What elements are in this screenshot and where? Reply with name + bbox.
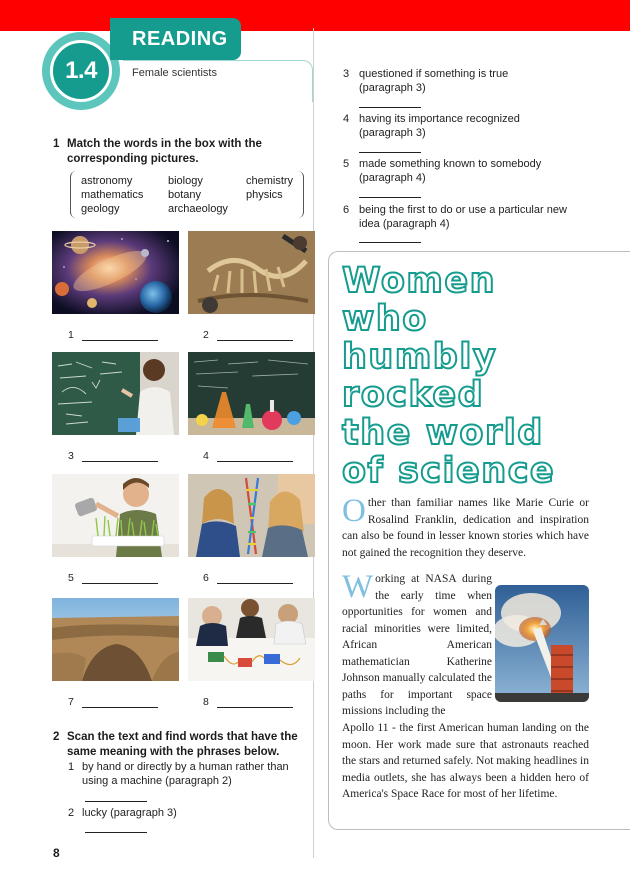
- picture-4-answer: 4: [203, 450, 293, 462]
- headline-line: who: [342, 299, 428, 339]
- picture-5-sprouts: [52, 474, 179, 557]
- answer-blank[interactable]: [82, 573, 158, 584]
- article-paragraph-2-start: Working at NASA during the early time when opportunities for women and racial minorities were limited, African American mathematician Katherine Johnson manually calculated the paths for important space missions including the: [342, 569, 492, 717]
- picture-4-flasks: [188, 352, 315, 435]
- article-paragraph-1: Other than familiar names like Marie Curie or Rosalind Franklin, dedication and inspiration can also be found in lesser known stories which have not gained the recognition they deserve.: [342, 493, 589, 559]
- headline-line: humbly: [342, 337, 498, 377]
- answer-blank[interactable]: [82, 330, 158, 341]
- answer-blank[interactable]: [217, 330, 293, 341]
- column-divider: [313, 28, 314, 858]
- picture-3-chalkboard: [52, 352, 179, 435]
- picture-1-galaxy: [52, 231, 179, 314]
- picture-7-answer: 7: [68, 696, 158, 708]
- word-box-item: botany: [168, 189, 202, 201]
- answer-blank[interactable]: [359, 107, 421, 108]
- word-box-item: astronomy: [81, 175, 133, 187]
- answer-blank[interactable]: [217, 451, 293, 462]
- word-box-item: archaeology: [168, 203, 228, 215]
- headline-line: rocked: [342, 375, 485, 415]
- answer-blank[interactable]: [82, 697, 158, 708]
- word-box-item: chemistry: [246, 175, 294, 187]
- picture-6-answer: 6: [203, 572, 293, 584]
- answer-blank[interactable]: [85, 801, 147, 802]
- picture-8-answer: 8: [203, 696, 293, 708]
- picture-8-circuits: [188, 598, 315, 681]
- dropcap: W: [342, 569, 374, 605]
- rocket-launch-photo: [495, 585, 589, 702]
- section-title: READING: [110, 18, 241, 60]
- exercise-1-instruction: 1 Match the words in the box with the corresponding pictures.: [53, 138, 262, 165]
- word-box-item: physics: [246, 189, 283, 201]
- picture-5-answer: 5: [68, 572, 158, 584]
- lesson-header: [36, 18, 316, 108]
- word-box-item: biology: [168, 175, 203, 187]
- picture-6-dna-model: [188, 474, 315, 557]
- article-paragraph-2-end: Apollo 11 - the first American human landing on the moon. Her work made sure that astronauts reached the stars and returned safely. Not making headlines in media outlets, she has always been a hidden hero of America's Space Race for most of her lifetime.: [342, 722, 589, 800]
- picture-2-fossil: [188, 231, 315, 314]
- word-box-item: geology: [81, 203, 120, 215]
- picture-3-answer: 3: [68, 450, 158, 462]
- word-box-item: mathematics: [81, 189, 144, 201]
- exercise-2-instruction: 2 Scan the text and find words that have the same meaning with the phrases below.: [53, 731, 298, 758]
- lesson-number-badge: 1.4: [50, 40, 112, 102]
- answer-blank[interactable]: [359, 197, 421, 198]
- picture-7-canyon: [52, 598, 179, 681]
- answer-blank[interactable]: [217, 573, 293, 584]
- headline-line: the world: [342, 413, 544, 453]
- headline-line: Women: [342, 261, 497, 301]
- picture-1-answer: 1: [68, 329, 158, 341]
- dropcap: O: [342, 493, 366, 529]
- page-number: 8: [53, 846, 60, 860]
- answer-blank[interactable]: [359, 152, 421, 153]
- headline-line: of science: [342, 451, 556, 491]
- lesson-subtitle: Female scientists: [132, 67, 217, 79]
- answer-blank[interactable]: [85, 832, 147, 833]
- answer-blank[interactable]: [217, 697, 293, 708]
- article-headline: [342, 262, 612, 490]
- picture-2-answer: 2: [203, 329, 293, 341]
- word-box: [70, 171, 304, 218]
- answer-blank[interactable]: [82, 451, 158, 462]
- answer-blank[interactable]: [359, 242, 421, 243]
